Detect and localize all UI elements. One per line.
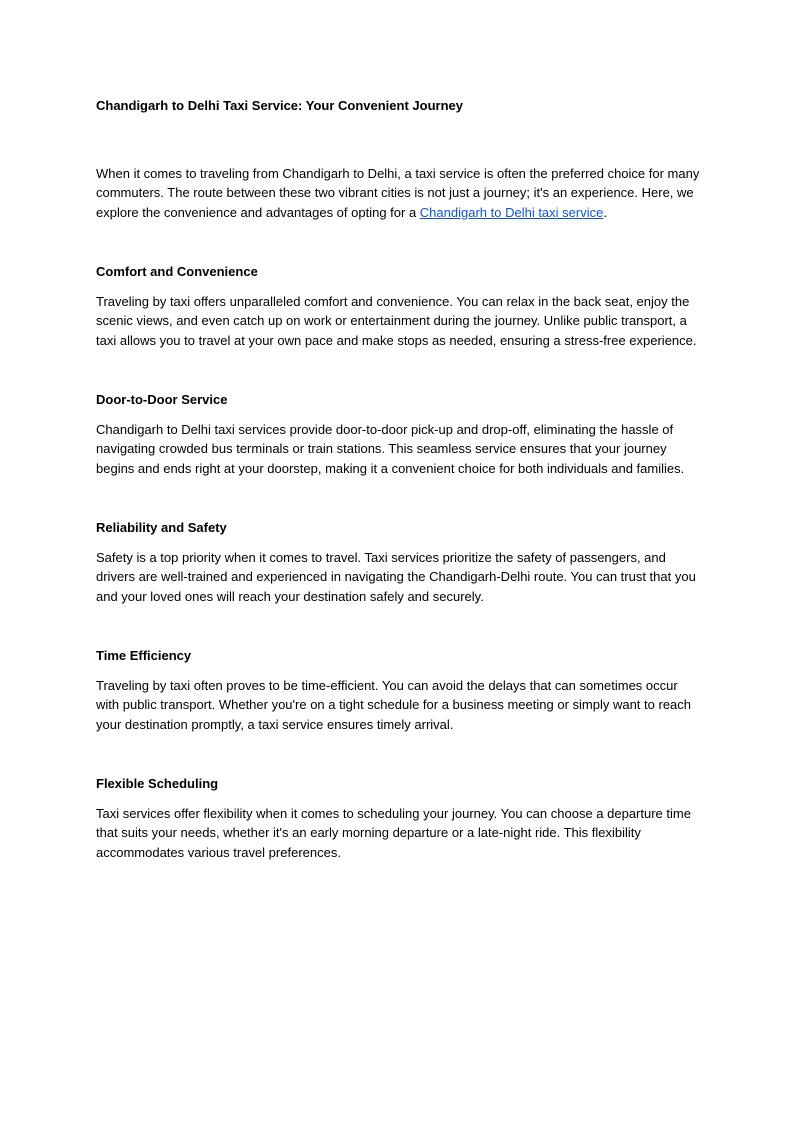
intro-text-end: . xyxy=(603,204,607,220)
section-body-flexible-scheduling: Taxi services offer flexibility when it comes to scheduling your journey. You can choose a departure time that suits your needs, whether it's an early morning departure or a late-night ride. This flexibility accommodates various travel preferences. xyxy=(96,805,691,860)
document-page xyxy=(96,96,700,862)
intro-paragraph xyxy=(96,164,700,223)
section-heading-time-efficiency: Time Efficiency xyxy=(96,648,192,663)
document-title: Chandigarh to Delhi Taxi Service: Your Convenient Journey xyxy=(96,98,463,113)
section-heading-comfort: Comfort and Convenience xyxy=(96,264,258,279)
section-heading-door-to-door: Door-to-Door Service xyxy=(96,392,228,407)
section-heading-reliability: Reliability and Safety xyxy=(96,520,227,535)
intro-text: When it comes to traveling from Chandigarh to Delhi, a taxi service is often the preferred choice for many commuters. The route between these two vibrant cities is not just a journey; it's an experience. Here, we explore the convenience and advantages of opting for a xyxy=(96,165,700,220)
section-body-reliability: Safety is a top priority when it comes to travel. Taxi services prioritize the safety of passengers, and drivers are well-trained and experienced in navigating the Chandigarh-Delhi route. You can trust that you and your loved ones will reach your destination safely and securely. xyxy=(96,549,696,604)
chandigarh-delhi-taxi-link[interactable]: Chandigarh to Delhi taxi service xyxy=(419,204,604,220)
section-body-time-efficiency: Traveling by taxi often proves to be time-efficient. You can avoid the delays that can sometimes occur with public transport. Whether you're on a tight schedule for a business meeting or simply want to reach your destination promptly, a taxi service ensures timely arrival. xyxy=(96,677,692,732)
section-heading-flexible-scheduling: Flexible Scheduling xyxy=(96,776,219,791)
section-body-door-to-door: Chandigarh to Delhi taxi services provide door-to-door pick-up and drop-off, eliminating the hassle of navigating crowded bus terminals or train stations. This seamless service ensures that your journey begins and ends right at your doorstep, making it a convenient choice for both individuals and families. xyxy=(96,421,685,476)
section-body-comfort: Traveling by taxi offers unparalleled comfort and convenience. You can relax in the back seat, enjoy the scenic views, and even catch up on work or entertainment during the journey. Unlike public transport, a taxi allows you to travel at your own pace and make stops as needed, ensuring a stress-free experience. xyxy=(96,293,697,348)
